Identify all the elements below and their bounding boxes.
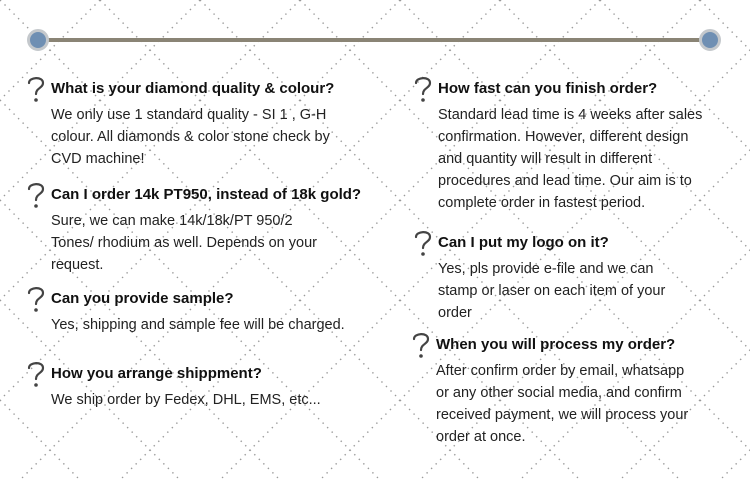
answer-line: Yes, pls provide e-file and we can: [438, 261, 654, 277]
answer-line: We only use 1 standard quality - SI 1 , G-H: [51, 107, 327, 123]
divider-right-dot: [699, 29, 721, 51]
answer-line: order at once.: [436, 429, 526, 445]
header-divider: [38, 38, 710, 42]
answer-line: order: [438, 305, 472, 321]
faq-answer: [436, 360, 688, 448]
answer-line: CVD machine!: [51, 151, 145, 167]
answer-line: complete order in fastest period.: [438, 195, 646, 211]
question-mark-icon: [24, 284, 48, 314]
faq-item-diamond-quality: [24, 80, 335, 170]
answer-line: Yes, shipping and sample fee will be charged.: [51, 317, 345, 333]
answer-line: or any other social media, and confirm: [436, 385, 682, 401]
answer-line: colour. All diamonds & color stone check by: [51, 129, 330, 145]
faq-item-shipment: [24, 365, 321, 411]
faq-question: How fast can you finish order?: [438, 80, 658, 97]
faq-question: When you will process my order?: [436, 336, 676, 353]
faq-item-lead-time: [411, 80, 702, 214]
question-mark-icon: [411, 228, 435, 258]
question-mark-icon: [409, 330, 433, 360]
faq-question: Can you provide sample?: [51, 290, 234, 307]
faq-answer: [51, 389, 321, 411]
faq-question: How you arrange shippment?: [51, 365, 262, 382]
answer-line: Tones/ rhodium as well. Depends on your: [51, 235, 317, 251]
answer-line: and quantity will result in different: [438, 151, 653, 167]
answer-line: received payment, we will process your: [436, 407, 689, 423]
answer-line: request.: [51, 257, 104, 273]
answer-line: After confirm order by email, whatsapp: [436, 363, 685, 379]
faq-answer: [51, 104, 330, 170]
answer-line: Standard lead time is 4 weeks after sales: [438, 107, 703, 123]
faq-answer: [51, 314, 345, 336]
answer-line: procedures and lead time. Our aim is to: [438, 173, 692, 189]
answer-line: We ship order by Fedex, DHL, EMS, etc...: [51, 392, 321, 408]
faq-question: Can I put my logo on it?: [438, 234, 609, 251]
question-mark-icon: [24, 74, 48, 104]
faq-item-sample: [24, 290, 345, 336]
divider-left-dot: [27, 29, 49, 51]
faq-question: What is your diamond quality & colour?: [51, 80, 335, 97]
question-mark-icon: [411, 74, 435, 104]
answer-line: stamp or laser on each item of your: [438, 283, 666, 299]
faq-answer: [438, 258, 665, 324]
answer-line: confirmation. However, different design: [438, 129, 689, 145]
faq-item-process-order: [409, 336, 688, 448]
faq-answer: [438, 104, 702, 214]
faq-answer: [51, 210, 317, 276]
answer-line: Sure, we can make 14k/18k/PT 950/2: [51, 213, 293, 229]
faq-item-logo: [411, 234, 665, 324]
faq-question: Can I order 14k PT950, instead of 18k gold?: [51, 186, 362, 203]
question-mark-icon: [24, 180, 48, 210]
question-mark-icon: [24, 359, 48, 389]
faq-item-gold-type: [24, 186, 362, 276]
